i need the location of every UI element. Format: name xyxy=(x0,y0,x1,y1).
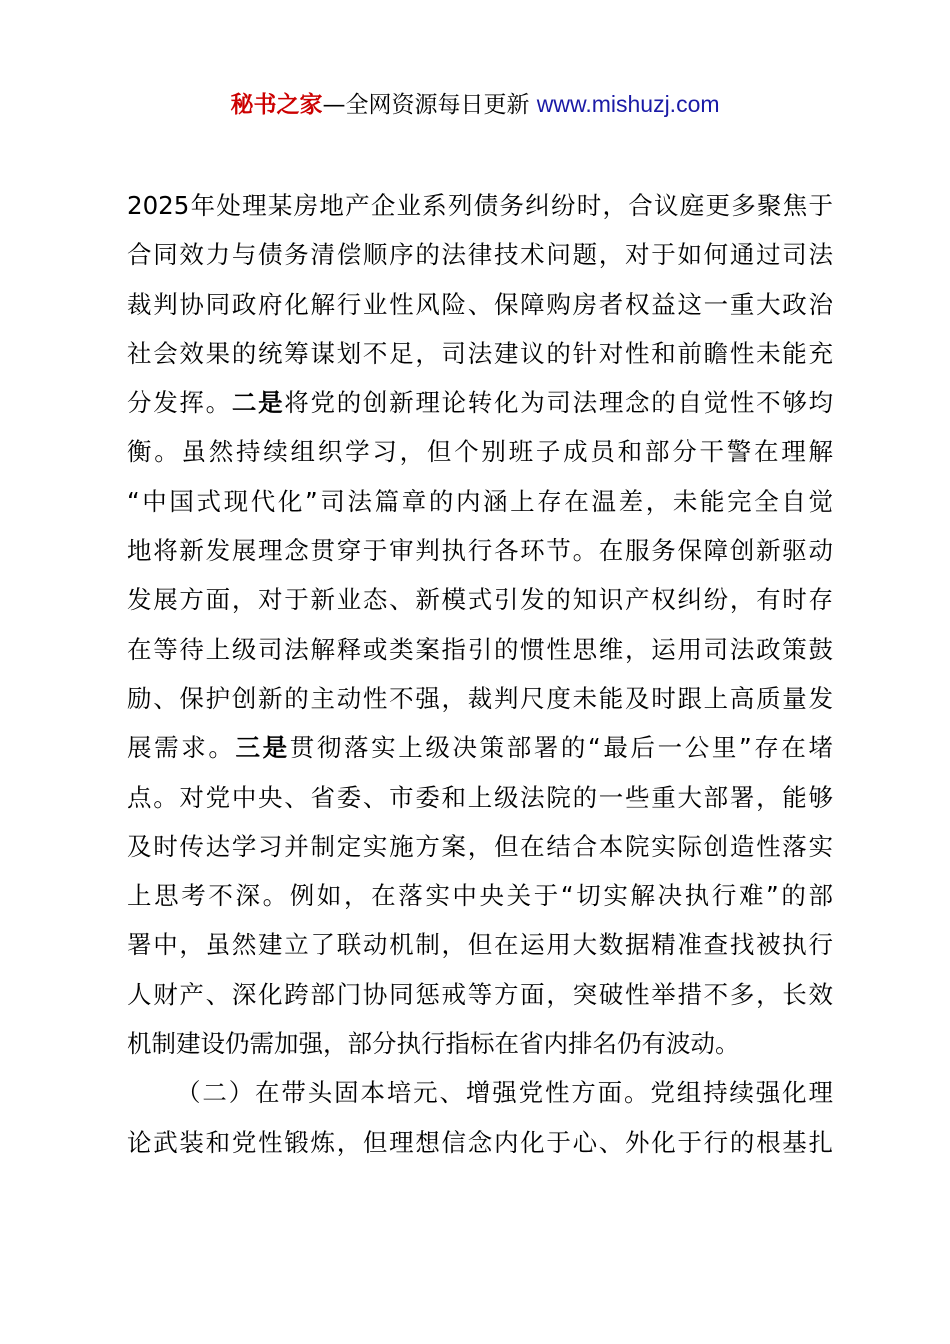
site-tagline: —全网资源每日更新 xyxy=(322,92,530,118)
text-line: 人财产、深化跨部门协同惩戒等方面，突破性举措不多，长效 xyxy=(127,979,833,1009)
site-brand: 秘书之家 xyxy=(230,92,323,118)
text-line: “中国式现代化”司法篇章的内涵上存在温差，未能完全自觉 xyxy=(127,486,833,516)
text-line: 裁判协同政府化解行业性风险、保障购房者权益这一重大政治 xyxy=(127,289,833,319)
section-heading-line: （二）在带头固本培元、增强党性方面。党组持续强化理 xyxy=(176,1078,833,1108)
text-line: 论武装和党性锻炼，但理想信念内化于心、外化于行的根基扎 xyxy=(127,1127,833,1157)
text-line: 地将新发展理念贯穿于审判执行各环节。在服务保障创新驱动 xyxy=(127,536,833,566)
text-run: 展需求。 xyxy=(127,733,236,763)
text-line: 衡。虽然持续组织学习，但个别班子成员和部分干警在理解 xyxy=(127,437,833,467)
text-line: 上思考不深。例如，在落实中央关于“切实解决执行难”的部 xyxy=(127,881,833,911)
text-line: 社会效果的统筹谋划不足，司法建议的针对性和前瞻性未能充 xyxy=(127,338,833,368)
site-url-link[interactable]: www.mishuzj.com xyxy=(536,91,720,117)
text-run: 贯彻落实上级决策部署的“最后一公里”存在堵 xyxy=(289,733,834,763)
document-body xyxy=(127,181,833,1167)
site-header xyxy=(0,86,950,123)
text-line: 励、保护创新的主动性不强，裁判尺度未能及时跟上高质量发 xyxy=(127,683,833,713)
text-line: 署中，虽然建立了联动机制，但在运用大数据精准查找被执行 xyxy=(127,930,833,960)
text-line: 点。对党中央、省委、市委和上级法院的一些重大部署，能够 xyxy=(127,782,833,812)
point-marker-two: 二是 xyxy=(231,388,285,418)
text-line: 合同效力与债务清偿顺序的法律技术问题，对于如何通过司法 xyxy=(127,240,833,270)
text-run: 将党的创新理论转化为司法理念的自觉性不够均 xyxy=(284,388,834,418)
text-line: 在等待上级司法解释或类案指引的惯性思维，运用司法政策鼓 xyxy=(127,634,833,664)
text-line xyxy=(127,378,833,427)
text-line: 机制建设仍需加强，部分执行指标在省内排名仍有波动。 xyxy=(127,1029,740,1059)
text-run: 分发挥。 xyxy=(127,388,232,418)
text-line: 2025年处理某房地产企业系列债务纠纷时，合议庭更多聚焦于 xyxy=(127,191,833,220)
text-line: 发展方面，对于新业态、新模式引发的知识产权纠纷，有时存 xyxy=(127,585,833,615)
text-line xyxy=(127,723,833,772)
text-line: 及时传达学习并制定实施方案，但在结合本院实际创造性落实 xyxy=(127,831,833,861)
point-marker-three: 三是 xyxy=(235,733,290,763)
